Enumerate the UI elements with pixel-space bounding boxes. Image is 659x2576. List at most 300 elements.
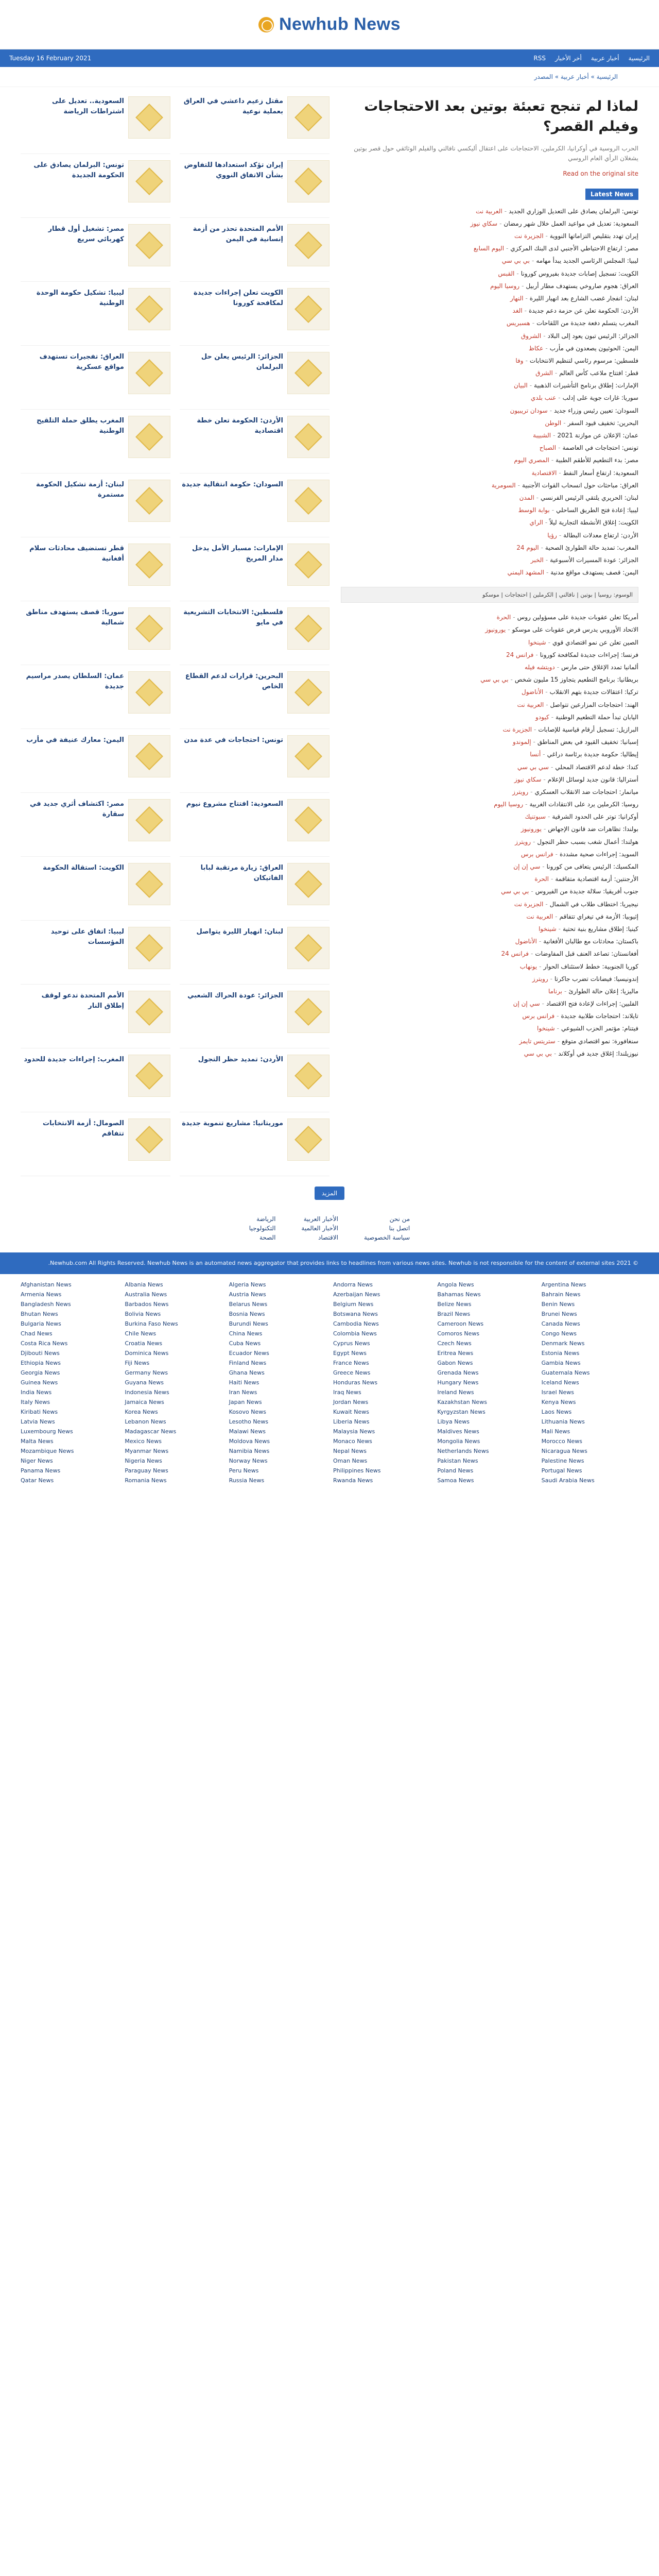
headline-link[interactable]: أوكرانيا: توتر على الحدود الشرقية bbox=[552, 813, 638, 821]
headline-link[interactable]: عمان: الإعلان عن موازنة 2021 bbox=[557, 432, 638, 439]
headline-link[interactable]: ليبيا: المجلس الرئاسي الجديد يبدأ مهامه bbox=[536, 257, 638, 265]
footer-link[interactable]: من نحن bbox=[389, 1215, 410, 1223]
news-list-item[interactable] bbox=[341, 280, 638, 292]
news-thumbnail[interactable] bbox=[128, 544, 170, 586]
headline-link[interactable]: إيران تهدد بتقليص التزاماتها النووية bbox=[549, 232, 638, 240]
source-label[interactable]: بي بي سي bbox=[480, 676, 509, 684]
news-list-item[interactable] bbox=[341, 1047, 638, 1060]
news-list-item[interactable] bbox=[341, 786, 638, 798]
country-news-link[interactable]: Armenia News bbox=[21, 1291, 62, 1298]
news-thumbnail[interactable] bbox=[287, 1118, 330, 1161]
country-news-link[interactable]: Latvia News bbox=[21, 1418, 55, 1425]
news-list-item[interactable] bbox=[341, 292, 638, 304]
headline-link[interactable]: أمريكا تعلن عقوبات جديدة على مسؤولين روس bbox=[517, 614, 638, 621]
source-label[interactable]: سبوتنيك bbox=[525, 813, 546, 821]
news-card[interactable] bbox=[21, 288, 170, 346]
news-list-item[interactable] bbox=[341, 798, 638, 810]
headline-link[interactable]: العراق: مباحثات حول انسحاب القوات الأجنبية bbox=[522, 481, 638, 489]
footer-link[interactable]: الأخبار العربية bbox=[303, 1215, 338, 1223]
source-label[interactable]: بي بي سي bbox=[524, 1049, 552, 1057]
country-news-link[interactable]: Eritrea News bbox=[437, 1349, 474, 1357]
headline-link[interactable]: تونس: البرلمان يصادق على التعديل الوزاري الجديد bbox=[509, 207, 638, 215]
source-label[interactable]: العربية نت bbox=[526, 912, 553, 920]
source-label[interactable]: الحرة bbox=[496, 614, 511, 621]
news-thumbnail[interactable] bbox=[287, 991, 330, 1033]
news-list-item[interactable] bbox=[341, 467, 638, 479]
country-news-link[interactable]: Australia News bbox=[125, 1291, 167, 1298]
news-list-item[interactable] bbox=[341, 267, 638, 280]
country-news-link[interactable]: Iceland News bbox=[541, 1379, 579, 1386]
country-news-link[interactable]: Niger News bbox=[21, 1457, 53, 1464]
country-news-link[interactable]: Bosnia News bbox=[229, 1310, 265, 1317]
news-thumbnail[interactable] bbox=[287, 799, 330, 841]
news-list-item[interactable] bbox=[341, 773, 638, 786]
news-card-title[interactable]: ليبيا: اتفاق على توحيد المؤسسات bbox=[50, 928, 124, 946]
source-label[interactable]: فرانس 24 bbox=[506, 651, 534, 658]
country-news-link[interactable]: Israel News bbox=[541, 1388, 574, 1396]
headline-link[interactable]: مصر: ارتفاع الاحتياطي الأجنبي لدى البنك المركزي bbox=[510, 245, 638, 252]
country-news-link[interactable]: Myanmar News bbox=[125, 1447, 169, 1454]
country-news-link[interactable]: Bangladesh News bbox=[21, 1300, 71, 1308]
country-news-link[interactable]: Lesotho News bbox=[229, 1418, 269, 1425]
country-news-link[interactable]: Madagascar News bbox=[125, 1428, 177, 1435]
headline-link[interactable]: سوريا: غارات جوية على إدلب bbox=[562, 394, 638, 402]
site-logo[interactable]: Newhub News bbox=[279, 14, 401, 34]
source-label[interactable]: وفا bbox=[515, 357, 524, 364]
footer-link[interactable]: الاقتصاد bbox=[318, 1234, 338, 1241]
news-thumbnail[interactable] bbox=[287, 927, 330, 969]
news-list-item[interactable] bbox=[341, 492, 638, 504]
news-list-item[interactable] bbox=[341, 661, 638, 673]
news-card[interactable] bbox=[180, 735, 330, 793]
country-news-link[interactable]: Iran News bbox=[229, 1388, 257, 1396]
news-card[interactable] bbox=[21, 1055, 170, 1112]
source-label[interactable]: بوابة الوسط bbox=[518, 506, 550, 514]
country-news-link[interactable]: Albania News bbox=[125, 1281, 163, 1288]
headline-link[interactable]: لبنان: انفجار غضب الشارع بعد انهيار الليرة bbox=[529, 294, 638, 302]
source-label[interactable]: البيان bbox=[513, 382, 528, 389]
news-card-title[interactable]: الجزائر: الرئيس يعلن حل البرلمان bbox=[201, 353, 283, 371]
source-label[interactable]: المشهد اليمني bbox=[507, 569, 544, 577]
headline-link[interactable]: باكستان: محادثات مع طالبان الأفغانية bbox=[543, 938, 638, 945]
news-card[interactable] bbox=[21, 352, 170, 410]
news-card[interactable] bbox=[21, 480, 170, 537]
source-label[interactable]: الخبر bbox=[530, 556, 544, 564]
country-news-link[interactable]: Morocco News bbox=[541, 1437, 582, 1445]
news-card-title[interactable]: الإمارات: مسبار الأمل يدخل مدار المريخ bbox=[192, 545, 283, 563]
headline-link[interactable]: ليبيا: إعادة فتح الطريق الساحلي bbox=[556, 506, 638, 514]
country-news-link[interactable]: Bahrain News bbox=[541, 1291, 581, 1298]
source-label[interactable]: روسيا اليوم bbox=[494, 801, 524, 808]
news-list-item[interactable] bbox=[341, 566, 638, 579]
news-thumbnail[interactable] bbox=[128, 160, 170, 202]
country-news-link[interactable]: Cyprus News bbox=[333, 1340, 370, 1347]
news-thumbnail[interactable] bbox=[128, 96, 170, 139]
news-list-item[interactable] bbox=[341, 848, 638, 860]
nav-home[interactable]: الرئيسية bbox=[628, 55, 650, 62]
headline-link[interactable]: إندونيسيا: فيضانات تضرب جاكرتا bbox=[554, 975, 638, 982]
country-news-link[interactable]: Benin News bbox=[541, 1300, 575, 1308]
news-list-item[interactable] bbox=[341, 699, 638, 711]
country-news-link[interactable]: Algeria News bbox=[229, 1281, 266, 1288]
news-card[interactable] bbox=[21, 544, 170, 601]
headline-link[interactable]: فلسطين: مرسوم رئاسي لتنظيم الانتخابات bbox=[529, 357, 638, 364]
headline-link[interactable]: تونس: احتجاجات في العاصمة bbox=[562, 444, 638, 452]
news-thumbnail[interactable] bbox=[287, 224, 330, 266]
headline-link[interactable]: الكويت: تسجيل إصابات جديدة بفيروس كورونا bbox=[521, 269, 638, 277]
headline-link[interactable]: نيوزيلندا: إغلاق جديد في أوكلاند bbox=[558, 1049, 638, 1057]
source-label[interactable]: الاقتصادية bbox=[531, 469, 557, 477]
source-label[interactable]: شينخوا bbox=[537, 1025, 555, 1032]
news-thumbnail[interactable] bbox=[128, 607, 170, 650]
news-card[interactable] bbox=[21, 416, 170, 473]
news-list-item[interactable] bbox=[341, 504, 638, 516]
headline-link[interactable]: ماليزيا: إعلان حالة الطوارئ bbox=[568, 987, 638, 995]
country-news-link[interactable]: Germany News bbox=[125, 1369, 168, 1376]
source-label[interactable]: اليوم السابع bbox=[473, 245, 505, 252]
source-label[interactable]: يورونيوز bbox=[521, 825, 542, 833]
country-news-link[interactable]: Liberia News bbox=[333, 1418, 370, 1425]
source-label[interactable]: رؤيا bbox=[547, 531, 557, 539]
source-label[interactable]: الغد bbox=[512, 307, 523, 315]
country-news-link[interactable]: Croatia News bbox=[125, 1340, 163, 1347]
headline-link[interactable]: نيجيريا: اختطاف طلاب في الشمال bbox=[549, 900, 638, 908]
country-news-link[interactable]: Maldives News bbox=[437, 1428, 479, 1435]
country-news-link[interactable]: Djibouti News bbox=[21, 1349, 60, 1357]
news-card-title[interactable]: مصر: اكتشاف أثري جديد في سقارة bbox=[29, 800, 124, 818]
news-card[interactable] bbox=[21, 1118, 170, 1176]
country-news-link[interactable]: Comoros News bbox=[437, 1330, 480, 1337]
country-news-link[interactable]: Poland News bbox=[437, 1467, 474, 1474]
country-news-link[interactable]: Ecuador News bbox=[229, 1349, 269, 1357]
news-list-item[interactable] bbox=[341, 404, 638, 417]
country-news-link[interactable]: Netherlands News bbox=[437, 1447, 489, 1454]
news-list-item[interactable] bbox=[341, 429, 638, 442]
news-card-title[interactable]: فلسطين: الانتخابات التشريعية في مايو bbox=[183, 608, 283, 626]
footer-link[interactable]: الأخبار العالمية bbox=[301, 1225, 338, 1232]
headline-link[interactable]: مصر: بدء التطعيم للأطقم الطبية bbox=[556, 456, 638, 464]
headline-link[interactable]: إثيوبيا: الأزمة في تيغراي تتفاقم bbox=[559, 912, 638, 920]
country-news-link[interactable]: Gabon News bbox=[437, 1359, 473, 1366]
country-news-link[interactable]: Kenya News bbox=[541, 1398, 576, 1405]
nav-rss[interactable]: RSS bbox=[533, 55, 546, 62]
nav-arabic-news[interactable]: أخبار عربية bbox=[591, 55, 619, 62]
headline-link[interactable]: المغرب يتسلم دفعة جديدة من اللقاحات bbox=[536, 319, 638, 327]
source-label[interactable]: هسبريس bbox=[506, 319, 530, 327]
news-thumbnail[interactable] bbox=[128, 480, 170, 522]
news-list-item[interactable] bbox=[341, 923, 638, 935]
country-news-link[interactable]: Indonesia News bbox=[125, 1388, 169, 1396]
news-card-title[interactable]: إيران تؤكد استعدادها للتفاوض بشأن الاتفاق النووي bbox=[184, 161, 283, 179]
source-label[interactable]: الشرق bbox=[535, 369, 553, 377]
news-card[interactable] bbox=[180, 288, 330, 346]
source-label[interactable]: برناما bbox=[548, 987, 562, 995]
news-thumbnail[interactable] bbox=[287, 671, 330, 714]
news-card-title[interactable]: الصومال: أزمة الانتخابات تتفاقم bbox=[42, 1120, 124, 1138]
news-list-item[interactable] bbox=[341, 810, 638, 823]
country-news-link[interactable]: Belgium News bbox=[333, 1300, 374, 1308]
headline-link[interactable]: البحرين: تخفيف قيود السفر bbox=[567, 419, 638, 427]
news-list-item[interactable] bbox=[341, 947, 638, 960]
country-news-link[interactable]: Palestine News bbox=[541, 1457, 584, 1464]
news-card[interactable] bbox=[180, 1055, 330, 1112]
country-news-link[interactable]: Bhutan News bbox=[21, 1310, 58, 1317]
country-news-link[interactable]: Rwanda News bbox=[333, 1477, 373, 1484]
headline-link[interactable]: كندا: خطة لدعم الاقتصاد المحلي bbox=[555, 763, 638, 771]
source-label[interactable]: يورونيوز bbox=[485, 626, 506, 634]
country-news-link[interactable]: Ireland News bbox=[437, 1388, 474, 1396]
country-news-link[interactable]: Czech News bbox=[437, 1340, 472, 1347]
headline-link[interactable]: أستراليا: قانون جديد لوسائل الإعلام bbox=[547, 775, 638, 783]
footer-link[interactable]: التكنولوجيا bbox=[249, 1225, 276, 1232]
news-thumbnail[interactable] bbox=[128, 416, 170, 458]
news-list-item[interactable] bbox=[341, 649, 638, 661]
source-label[interactable]: الوطن bbox=[545, 419, 562, 427]
source-label[interactable]: إلموندو bbox=[512, 738, 531, 746]
news-list-item[interactable] bbox=[341, 354, 638, 367]
footer-link[interactable]: الرياضة bbox=[256, 1215, 276, 1223]
country-news-link[interactable]: Lebanon News bbox=[125, 1418, 166, 1425]
news-thumbnail[interactable] bbox=[287, 735, 330, 777]
news-thumbnail[interactable] bbox=[287, 544, 330, 586]
country-news-link[interactable]: Ghana News bbox=[229, 1369, 265, 1376]
headline-link[interactable]: السويد: إجراءات صحية مشددة bbox=[559, 850, 638, 858]
news-list-item[interactable] bbox=[341, 230, 638, 242]
headline-link[interactable]: اليمن: قصف يستهدف مواقع مدنية bbox=[550, 569, 638, 577]
source-label[interactable]: الأناضول bbox=[515, 938, 537, 945]
headline-link[interactable]: قطر: افتتاح ملاعب كأس العالم bbox=[559, 369, 638, 377]
source-label[interactable]: كيودو bbox=[535, 713, 549, 721]
news-thumbnail[interactable] bbox=[128, 1055, 170, 1097]
country-news-link[interactable]: Iraq News bbox=[333, 1388, 361, 1396]
news-card[interactable] bbox=[180, 96, 330, 154]
tags-bar[interactable]: الوسوم: روسيا | بوتين | نافالني | الكرملين | احتجاجات | موسكو bbox=[341, 587, 638, 603]
news-card[interactable] bbox=[21, 224, 170, 282]
country-news-link[interactable]: Italy News bbox=[21, 1398, 50, 1405]
country-news-link[interactable]: Cuba News bbox=[229, 1340, 261, 1347]
headline-link[interactable]: لبنان: الحريري يلتقي الرئيس الفرنسي bbox=[541, 494, 638, 501]
news-list-item[interactable] bbox=[341, 673, 638, 686]
headline-link[interactable]: كينيا: إطلاق مشاريع بنية تحتية bbox=[563, 925, 638, 933]
source-label[interactable]: يونهاب bbox=[519, 962, 537, 970]
news-list-item[interactable] bbox=[341, 479, 638, 492]
country-news-link[interactable]: Andorra News bbox=[333, 1281, 373, 1288]
country-news-link[interactable]: Brunei News bbox=[541, 1310, 577, 1317]
country-news-link[interactable]: Luxembourg News bbox=[21, 1428, 73, 1435]
country-news-link[interactable]: Egypt News bbox=[333, 1349, 367, 1357]
news-thumbnail[interactable] bbox=[128, 352, 170, 394]
news-card[interactable] bbox=[21, 96, 170, 154]
news-list-item[interactable] bbox=[341, 454, 638, 466]
country-news-link[interactable]: Nepal News bbox=[333, 1447, 367, 1454]
headline-link[interactable]: سنغافورة: نمو اقتصادي متوقع bbox=[562, 1037, 638, 1045]
news-list-item[interactable] bbox=[341, 330, 638, 342]
news-card-title[interactable]: الجزائر: عودة الحراك الشعبي bbox=[187, 992, 283, 999]
news-thumbnail[interactable] bbox=[287, 607, 330, 650]
headline-link[interactable]: فيتنام: مؤتمر الحزب الشيوعي bbox=[561, 1025, 638, 1032]
headline-link[interactable]: الجزائر: الرئيس تبون يعود إلى البلاد bbox=[547, 332, 638, 340]
news-thumbnail[interactable] bbox=[287, 1055, 330, 1097]
news-card[interactable] bbox=[21, 863, 170, 921]
country-news-link[interactable]: China News bbox=[229, 1330, 263, 1337]
headline-link[interactable]: بولندا: تظاهرات ضد قانون الإجهاض bbox=[548, 825, 638, 833]
country-news-link[interactable]: Norway News bbox=[229, 1457, 268, 1464]
news-card-title[interactable]: الأردن: الحكومة تعلن خطة اقتصادية bbox=[197, 417, 283, 435]
source-label[interactable]: اليوم 24 bbox=[516, 544, 539, 551]
headline-link[interactable]: بريطانيا: برنامج التطعيم يتجاوز 15 مليون شخص bbox=[514, 676, 638, 684]
headline-link[interactable]: الصين تعلن عن نمو اقتصادي قوي bbox=[552, 638, 638, 646]
news-list-item[interactable] bbox=[341, 960, 638, 973]
news-card-title[interactable]: السعودية: افتتاح مشروع نيوم bbox=[186, 800, 283, 808]
source-label[interactable]: الجزيرة نت bbox=[502, 725, 532, 733]
news-card[interactable] bbox=[180, 416, 330, 473]
country-news-link[interactable]: Bolivia News bbox=[125, 1310, 161, 1317]
country-news-link[interactable]: Kuwait News bbox=[333, 1408, 369, 1415]
headline-link[interactable]: جنوب أفريقيا: سلالة جديدة من الفيروس bbox=[535, 888, 638, 895]
news-card-title[interactable]: مقتل زعيم داعشي في العراق بعملية نوعية bbox=[183, 97, 283, 115]
news-list-item[interactable] bbox=[341, 997, 638, 1010]
country-news-link[interactable]: Mozambique News bbox=[21, 1447, 74, 1454]
headline-link[interactable]: السودان: تعيين رئيس وزراء جديد bbox=[554, 406, 638, 414]
news-card-title[interactable]: اليمن: معارك عنيفة في مأرب bbox=[26, 736, 124, 744]
country-news-link[interactable]: Belize News bbox=[437, 1300, 472, 1308]
headline-link[interactable]: ميانمار: احتجاجات ضد الانقلاب العسكري bbox=[534, 788, 638, 795]
news-card[interactable] bbox=[21, 160, 170, 218]
more-button[interactable]: المزيد bbox=[315, 1187, 344, 1200]
country-news-link[interactable]: Cameroon News bbox=[437, 1320, 484, 1327]
news-thumbnail[interactable] bbox=[128, 224, 170, 266]
country-news-link[interactable]: Burundi News bbox=[229, 1320, 268, 1327]
source-label[interactable]: المدن bbox=[519, 494, 534, 501]
news-card[interactable] bbox=[180, 480, 330, 537]
headline-link[interactable]: الهند: احتجاجات المزارعين تتواصل bbox=[550, 701, 638, 708]
country-news-link[interactable]: Monaco News bbox=[333, 1437, 372, 1445]
news-card[interactable] bbox=[21, 799, 170, 857]
news-thumbnail[interactable] bbox=[128, 1118, 170, 1161]
news-card-title[interactable]: العراق: زيارة مرتقبة لبابا الفاتيكان bbox=[200, 864, 283, 882]
news-card-title[interactable]: لبنان: أزمة تشكيل الحكومة مستمرة bbox=[36, 481, 124, 499]
news-thumbnail[interactable] bbox=[287, 288, 330, 330]
news-card[interactable] bbox=[180, 1118, 330, 1176]
country-news-link[interactable]: Angola News bbox=[437, 1281, 474, 1288]
source-label[interactable]: النهار bbox=[510, 294, 524, 302]
news-card-title[interactable]: البحرين: قرارات لدعم القطاع الخاص bbox=[185, 672, 283, 690]
country-news-link[interactable]: Moldova News bbox=[229, 1437, 270, 1445]
country-news-link[interactable]: Nicaragua News bbox=[541, 1447, 587, 1454]
country-news-link[interactable]: Kyrgyzstan News bbox=[437, 1408, 485, 1415]
news-list-item[interactable] bbox=[341, 242, 638, 255]
news-card-title[interactable]: ليبيا: تشكيل حكومة الوحدة الوطنية bbox=[36, 289, 124, 307]
country-news-link[interactable]: Philippines News bbox=[333, 1467, 381, 1474]
news-list-item[interactable] bbox=[341, 516, 638, 529]
country-news-link[interactable]: Chile News bbox=[125, 1330, 157, 1337]
news-list-item[interactable] bbox=[341, 686, 638, 698]
news-card-title[interactable]: الأمم المتحدة تحذر من أزمة إنسانية في اليمن bbox=[193, 225, 283, 243]
news-card-title[interactable]: المغرب: إجراءات جديدة للحدود bbox=[24, 1056, 124, 1063]
source-label[interactable]: فرانس برس bbox=[522, 1012, 555, 1020]
headline-link[interactable]: الفلبين: إجراءات لإعادة فتح الاقتصاد bbox=[546, 1000, 638, 1008]
read-original-link[interactable]: Read on the original site bbox=[563, 170, 638, 177]
country-news-link[interactable]: Finland News bbox=[229, 1359, 267, 1366]
news-card[interactable] bbox=[180, 224, 330, 282]
country-news-link[interactable]: Ethiopia News bbox=[21, 1359, 61, 1366]
news-card-title[interactable]: السعودية.. تعديل على اشتراطات الرياضة bbox=[52, 97, 124, 115]
source-label[interactable]: ستريتس تايمز bbox=[519, 1037, 556, 1045]
source-label[interactable]: الحرة bbox=[534, 875, 549, 883]
news-card[interactable] bbox=[21, 735, 170, 793]
source-label[interactable]: سكاي نيوز bbox=[514, 775, 542, 783]
source-label[interactable]: سودان تريبيون bbox=[510, 406, 548, 414]
country-news-link[interactable]: Peru News bbox=[229, 1467, 259, 1474]
headline-link[interactable]: إسبانيا: تخفيف القيود في بعض المناطق bbox=[537, 738, 638, 746]
country-news-link[interactable]: India News bbox=[21, 1388, 52, 1396]
news-list-item[interactable] bbox=[341, 342, 638, 354]
country-news-link[interactable]: Estonia News bbox=[541, 1349, 580, 1357]
news-card-title[interactable]: الأردن: تمديد حظر التجول bbox=[198, 1056, 283, 1063]
news-card[interactable] bbox=[180, 863, 330, 921]
country-news-link[interactable]: Honduras News bbox=[333, 1379, 378, 1386]
country-news-link[interactable]: Costa Rica News bbox=[21, 1340, 68, 1347]
headline-link[interactable]: الاتحاد الأوروبي يدرس فرض عقوبات على موسكو bbox=[512, 626, 638, 634]
headline-link[interactable]: البرازيل: تسجيل أرقام قياسية للإصابات bbox=[538, 725, 638, 733]
country-news-link[interactable]: Mexico News bbox=[125, 1437, 162, 1445]
country-news-link[interactable]: Lithuania News bbox=[541, 1418, 585, 1425]
news-card[interactable] bbox=[180, 544, 330, 601]
country-news-link[interactable]: Azerbaijan News bbox=[333, 1291, 380, 1298]
country-news-link[interactable]: Mongolia News bbox=[437, 1437, 480, 1445]
source-label[interactable]: رويترز bbox=[532, 975, 548, 982]
news-list-item[interactable] bbox=[341, 304, 638, 317]
source-label[interactable]: دويتشه فيله bbox=[524, 664, 555, 671]
country-news-link[interactable]: Georgia News bbox=[21, 1369, 60, 1376]
headline-link[interactable]: تايلاند: احتجاجات طلابية جديدة bbox=[561, 1012, 638, 1020]
source-label[interactable]: المصري اليوم bbox=[514, 456, 549, 464]
source-label[interactable]: رويترز bbox=[512, 788, 529, 795]
news-card-title[interactable]: موريتانيا: مشاريع تنموية جديدة bbox=[182, 1120, 283, 1127]
country-news-link[interactable]: Canada News bbox=[541, 1320, 580, 1327]
news-list-item[interactable] bbox=[341, 1035, 638, 1047]
news-card[interactable] bbox=[21, 991, 170, 1048]
news-card[interactable] bbox=[180, 671, 330, 729]
country-news-link[interactable]: Greece News bbox=[333, 1369, 371, 1376]
news-list-item[interactable] bbox=[341, 636, 638, 649]
news-list-item[interactable] bbox=[341, 910, 638, 923]
headline-link[interactable]: كوريا الجنوبية: خطط لاستئناف الحوار bbox=[543, 962, 638, 970]
headline-link[interactable]: تركيا: اعتقالات جديدة بتهم الانقلاب bbox=[549, 688, 638, 696]
country-news-link[interactable]: Guinea News bbox=[21, 1379, 58, 1386]
country-news-link[interactable]: Brazil News bbox=[437, 1310, 471, 1317]
headline-link[interactable]: الأردن: ارتفاع معدلات البطالة bbox=[563, 531, 638, 539]
news-list-item[interactable] bbox=[341, 442, 638, 454]
country-news-link[interactable]: Austria News bbox=[229, 1291, 266, 1298]
news-thumbnail[interactable] bbox=[128, 288, 170, 330]
country-news-link[interactable]: Japan News bbox=[229, 1398, 262, 1405]
news-list-item[interactable] bbox=[341, 417, 638, 429]
country-news-link[interactable]: Russia News bbox=[229, 1477, 265, 1484]
news-list-item[interactable] bbox=[341, 935, 638, 947]
source-label[interactable]: رويترز bbox=[515, 838, 531, 845]
source-label[interactable]: بي بي سي bbox=[500, 888, 529, 895]
news-thumbnail[interactable] bbox=[128, 991, 170, 1033]
headline-link[interactable]: السعودية: تعديل في مواعيد العمل خلال شهر رمضان bbox=[504, 219, 638, 227]
news-card-title[interactable]: تونس: احتجاجات في عدة مدن bbox=[184, 736, 283, 744]
country-news-link[interactable]: Barbados News bbox=[125, 1300, 169, 1308]
news-card[interactable] bbox=[180, 927, 330, 985]
headline-link[interactable]: فرنسا: إجراءات جديدة لمكافحة كورونا bbox=[540, 651, 638, 658]
news-card-title[interactable]: مصر: تشغيل أول قطار كهربائي سريع bbox=[48, 225, 124, 243]
country-news-link[interactable]: France News bbox=[333, 1359, 369, 1366]
news-thumbnail[interactable] bbox=[128, 671, 170, 714]
